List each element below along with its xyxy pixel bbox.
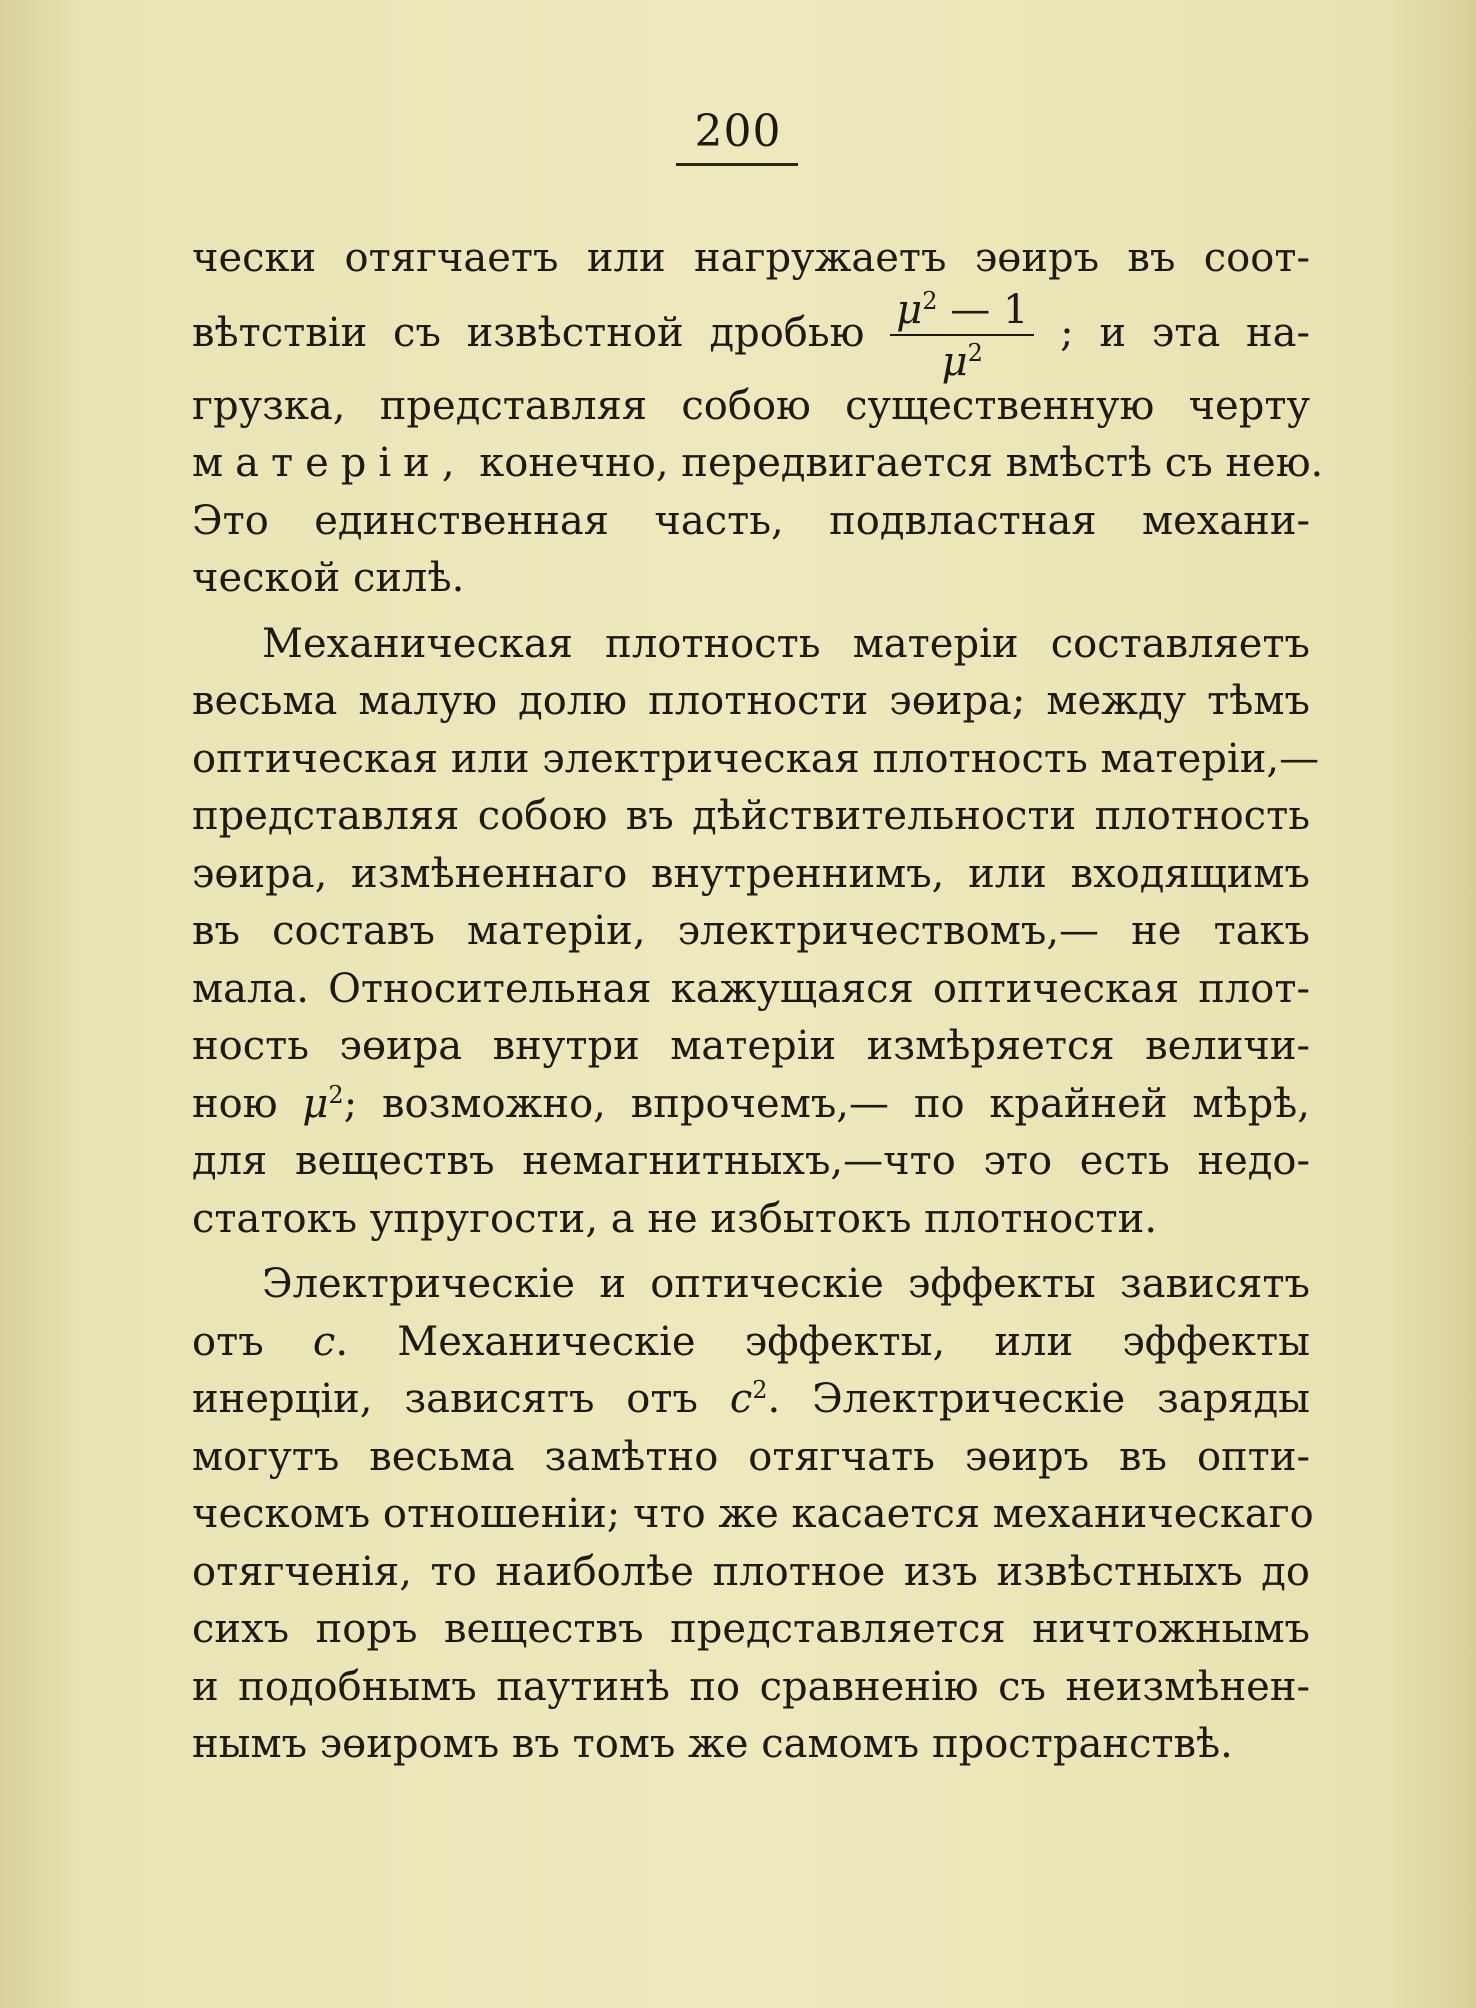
fraction (890, 286, 1034, 385)
text-fragment: . Механическіе эффекты, или эффекты (335, 1318, 1311, 1365)
text-line: грузка, представляя собою существенную черту (192, 382, 1310, 429)
text-line: ческой силѣ. (192, 555, 465, 601)
text-line: могутъ весьма замѣтно отягчать эөиръ въ опти- (192, 1433, 1310, 1480)
paragraph-gap (192, 1248, 1310, 1256)
text-line: мала. Относительная кажущаяся оптическая плот- (192, 965, 1310, 1012)
text-line: ность эөира внутри матеріи измѣряется величи- (192, 1023, 1310, 1069)
text-line-with-fraction (192, 286, 1310, 385)
text-fragment: инерціи, зависятъ отъ (192, 1376, 698, 1422)
text-line: представляя собою въ дѣйствительности плотность (192, 793, 1310, 839)
exponent: 2 (922, 286, 938, 315)
text-fragment: отъ (192, 1318, 264, 1365)
text-line (192, 1076, 1310, 1134)
text-line: весьма малую долю плотности эөира; между тѣмъ (192, 678, 1310, 724)
mu-symbol: μ (302, 1080, 329, 1127)
page-number: 200 (694, 106, 782, 157)
text-line: оптическая или электрическая плотность матеріи,— (192, 735, 1320, 782)
text-line: отягченія, то наиболѣе плотное изъ извѣстныхъ до (192, 1548, 1310, 1595)
text-line (192, 435, 1324, 493)
text-line: Механическая плотность матеріи составляетъ (262, 620, 1310, 667)
text-line: сихъ поръ веществъ представляется ничтожнымъ (192, 1606, 1310, 1652)
text-line (192, 1314, 1310, 1372)
text-line: статокъ упругости, а не избытокъ плотности. (192, 1195, 1158, 1242)
text-fragment: ; возможно, впрочемъ,— по крайней мѣрѣ, (343, 1080, 1311, 1127)
text-line: Это единственная часть, подвластная механи- (192, 497, 1310, 544)
text-fragment: конечно, передвигается вмѣстѣ съ нею. (479, 440, 1324, 486)
text-line (192, 1371, 1310, 1429)
page-body (192, 230, 1324, 1774)
text-line: для веществъ немагнитныхъ,—что это есть недо- (192, 1138, 1310, 1184)
spaced-word: матеріи, (192, 440, 467, 486)
page-number-rule (676, 163, 798, 166)
fraction-denominator (890, 336, 1034, 385)
paragraph-gap (192, 608, 1310, 616)
exponent: 2 (328, 1080, 344, 1109)
text-line: въ составъ матеріи, электричествомъ,— не такъ (192, 908, 1310, 954)
text-line: и подобнымъ паутинѣ по сравненію съ неизмѣнен- (192, 1663, 1310, 1710)
text-fragment: ною (192, 1080, 278, 1127)
text-line: чески отягчаетъ или нагружаетъ эөиръ въ соот- (192, 235, 1310, 281)
fraction-numerator (890, 286, 1034, 336)
mu-symbol: μ (941, 338, 968, 385)
text-fragment: ; и эта на- (1060, 309, 1310, 356)
text-line: Электрическіе и оптическіе эффекты зависятъ (262, 1261, 1310, 1307)
text-line: нымъ эөиромъ въ томъ же самомъ пространствѣ. (192, 1721, 1233, 1767)
text-fragment: — 1 (937, 286, 1029, 333)
text-line: ческомъ отношеніи; что же касается механическаго (192, 1491, 1314, 1537)
c-symbol: c (312, 1318, 336, 1365)
exponent: 2 (967, 338, 983, 367)
mu-symbol: μ (896, 286, 923, 333)
exponent: 2 (752, 1376, 768, 1404)
c-symbol: c (729, 1376, 753, 1422)
text-fragment: вѣтствіи съ извѣстной дробью (192, 309, 865, 356)
text-line: эөира, измѣненнаго внутреннимъ, или входящимъ (192, 850, 1310, 897)
text-fragment: . Электрическіе заряды (767, 1376, 1311, 1422)
